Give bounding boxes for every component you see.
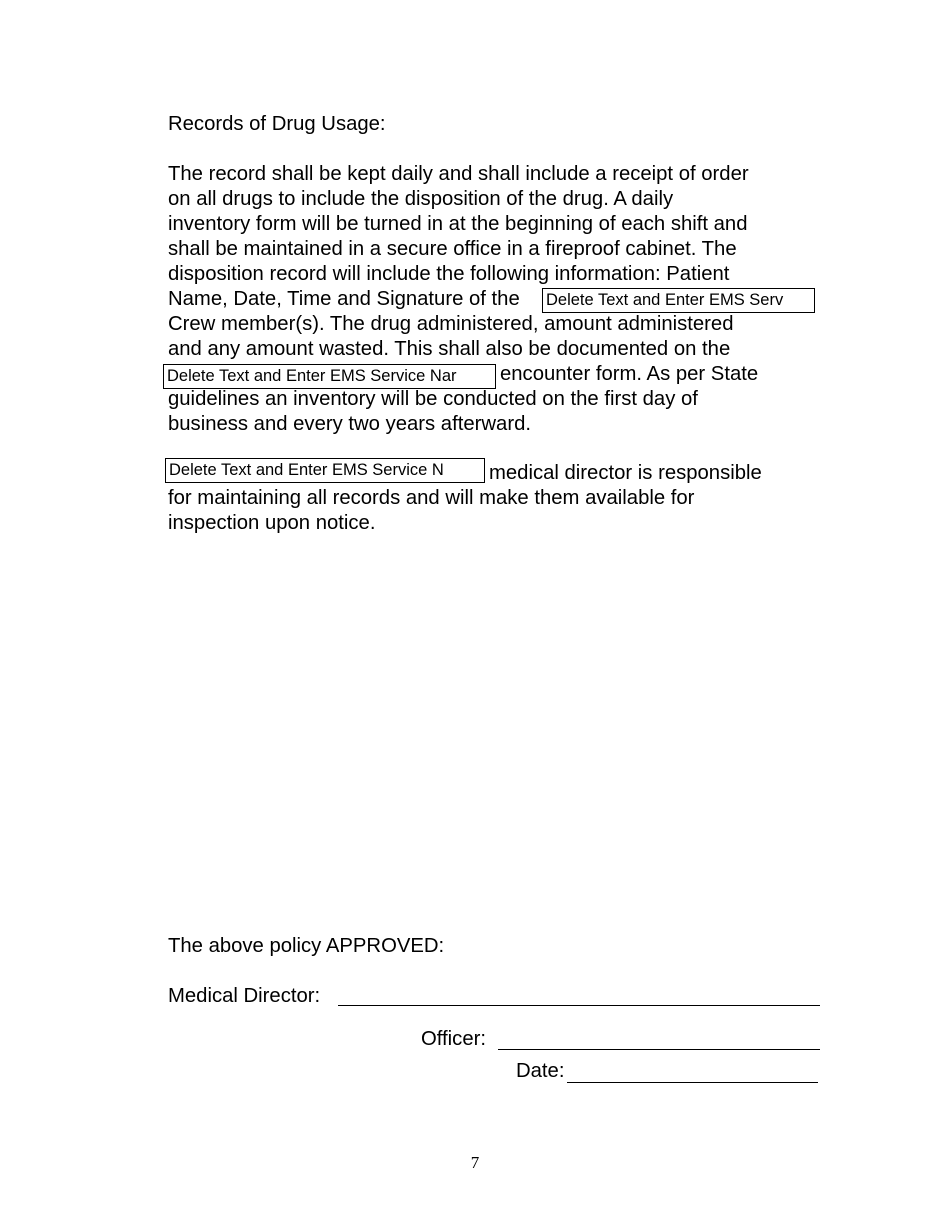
paragraph-line: and any amount wasted. This shall also be documented on the bbox=[168, 338, 731, 360]
paragraph-line: inventory form will be turned in at the beginning of each shift and bbox=[168, 213, 748, 235]
section-heading: Records of Drug Usage: bbox=[168, 113, 386, 135]
ems-service-name-field[interactable] bbox=[163, 364, 496, 389]
paragraph-line: Crew member(s). The drug administered, amount administered bbox=[168, 313, 734, 335]
paragraph-line: for maintaining all records and will make them available for bbox=[168, 487, 695, 509]
paragraph-line: on all drugs to include the disposition of the drug. A daily bbox=[168, 188, 674, 210]
paragraph-line: medical director is responsible bbox=[489, 462, 762, 484]
medical-director-signature-line[interactable] bbox=[338, 1005, 820, 1006]
date-line[interactable] bbox=[567, 1082, 818, 1083]
paragraph-line: inspection upon notice. bbox=[168, 512, 376, 534]
page-number: 7 bbox=[470, 1153, 480, 1172]
medical-director-label: Medical Director: bbox=[168, 985, 321, 1007]
officer-signature-line[interactable] bbox=[498, 1049, 820, 1050]
paragraph-line: Name, Date, Time and Signature of the bbox=[168, 288, 520, 310]
paragraph-line: disposition record will include the following information: Patient bbox=[168, 263, 730, 285]
paragraph-line: shall be maintained in a secure office in a fireproof cabinet. The bbox=[168, 238, 737, 260]
approval-heading: The above policy APPROVED: bbox=[168, 935, 445, 957]
paragraph-line: guidelines an inventory will be conducted on the first day of bbox=[168, 388, 698, 410]
paragraph-line: encounter form. As per State bbox=[500, 363, 759, 385]
officer-label: Officer: bbox=[421, 1028, 486, 1050]
paragraph-line: business and every two years afterward. bbox=[168, 413, 531, 435]
date-label: Date: bbox=[516, 1060, 565, 1082]
ems-service-name-field[interactable] bbox=[165, 458, 485, 483]
ems-service-name-field[interactable] bbox=[542, 288, 815, 313]
paragraph-line: The record shall be kept daily and shall include a receipt of order bbox=[168, 163, 749, 185]
